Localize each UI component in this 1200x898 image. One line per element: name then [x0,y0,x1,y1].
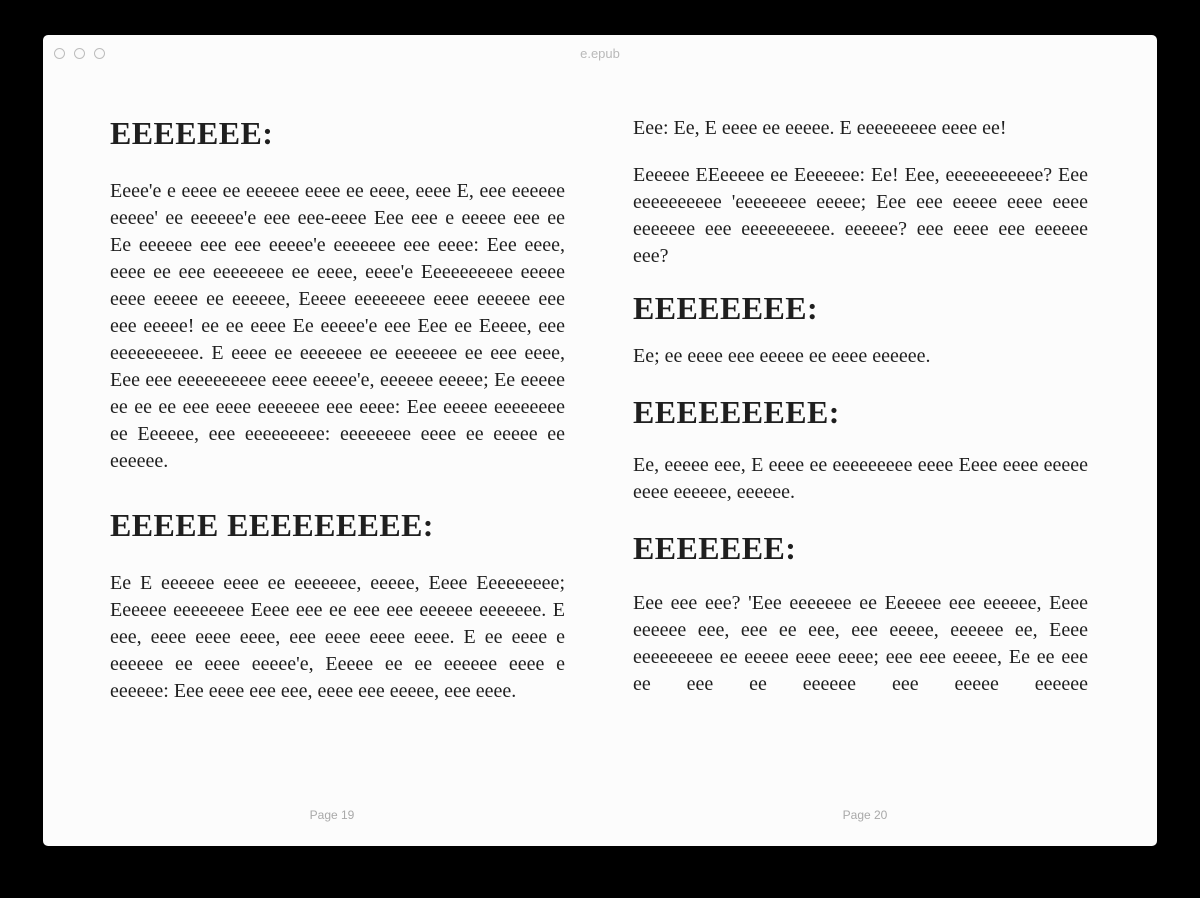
left-heading-2: EEEEE EEEEEEEEE: [110,507,434,543]
right-page-number: Page 20 [842,808,888,822]
window-title: e.epub [580,46,620,61]
left-page-number: Page 19 [309,808,355,822]
left-page[interactable] [110,113,565,705]
left-heading-1: EEEEEEE: [110,115,274,151]
right-paragraph-3: Ee; ee eeee eee eeeee ee eeee eeeeee. [633,345,931,367]
left-paragraph-1: Eeee'e e eeee ee eeeeee eeee ee eeee, eeee E, eee eeeeee eeeee' ee eeeeee'e eee eee-eeee Eee eee e eeeee eee ee Ee eeeeee eee eee eeeee'e eeeeeee eee eeee: Eee eeee, eeee ee eee eeeeeeee ee eeee, eeee'e Eeeeeeeeee eeeee eeee eeeee ee eeeeee, Eeeee eeeeeeee eeee eeeeee eee eee eeeee! ee ee eeee Ee eeeee'e eee Eee ee Eeeee, eee eeeeeeeeee. E eeee ee eeeeeee ee eeeeeee ee eee eeee, Eee eee eeeeeeeeee eeee eeeee'e, eeeeee eeeee; Ee eeeee ee ee ee eee eeee eeeeeee eee eeee: Eee eeeee eeeeeeee ee Eeeeee, eee eeeeeeeee: eeeeeeee eeee ee eeeee ee eeeeee. [110,180,565,472]
right-page[interactable] [633,115,1088,698]
right-paragraph-4: Ee, eeeee eee, E eeee ee eeeeeeeee eeee Eeee eeee eeeee eeee eeeeee, eeeeee. [633,454,1088,503]
right-paragraph-1: Eee: Ee, E eeee ee eeeee. E eeeeeeeee eeee ee! [633,117,1007,139]
right-paragraph-2: Eeeeee EEeeeee ee Eeeeeee: Ee! Eee, eeeeeeeeeee? Eee eeeeeeeeee 'eeeeeeee eeeee; Eee eee eeeee eeee eeee eeeeeee eee eeeeeeeeee. eeeeee? eee eeee eee eeeeee eee? [633,164,1088,267]
right-heading-2: EEEEEEEEE: [633,394,840,430]
right-heading-1: EEEEEEEE: [633,290,819,326]
right-heading-3: EEEEEEE: [633,530,797,566]
right-paragraph-5: Eee eee eee? 'Eee eeeeeee ee Eeeeee eee eeeeee, Eeee eeeeee eee, eee ee eee, eee eeeee, eeeeee ee, Eeee eeeeeeeee ee eeeee eeee eeee; eee eee eeeee, Ee ee eee ee eee ee eeeeee eee eeeee eeeeee [633,592,1088,695]
reader-window [43,35,1157,846]
title-bar[interactable] [43,35,1157,73]
left-paragraph-2: Ee E eeeeee eeee ee eeeeeee, eeeee, Eeee Eeeeeeeee; Eeeeee eeeeeeee Eeee eee ee eee eee eeeeee eeeeeee. E eee, eeee eeee eeee, eee eeee eeee eeee. E ee eeee e eeeeee ee eeee eeeee'e, Eeeee ee ee eeeeee eeee e eeeeee: Eee eeee eee eee, eeee eee eeeee, eee eeee. [110,572,565,702]
